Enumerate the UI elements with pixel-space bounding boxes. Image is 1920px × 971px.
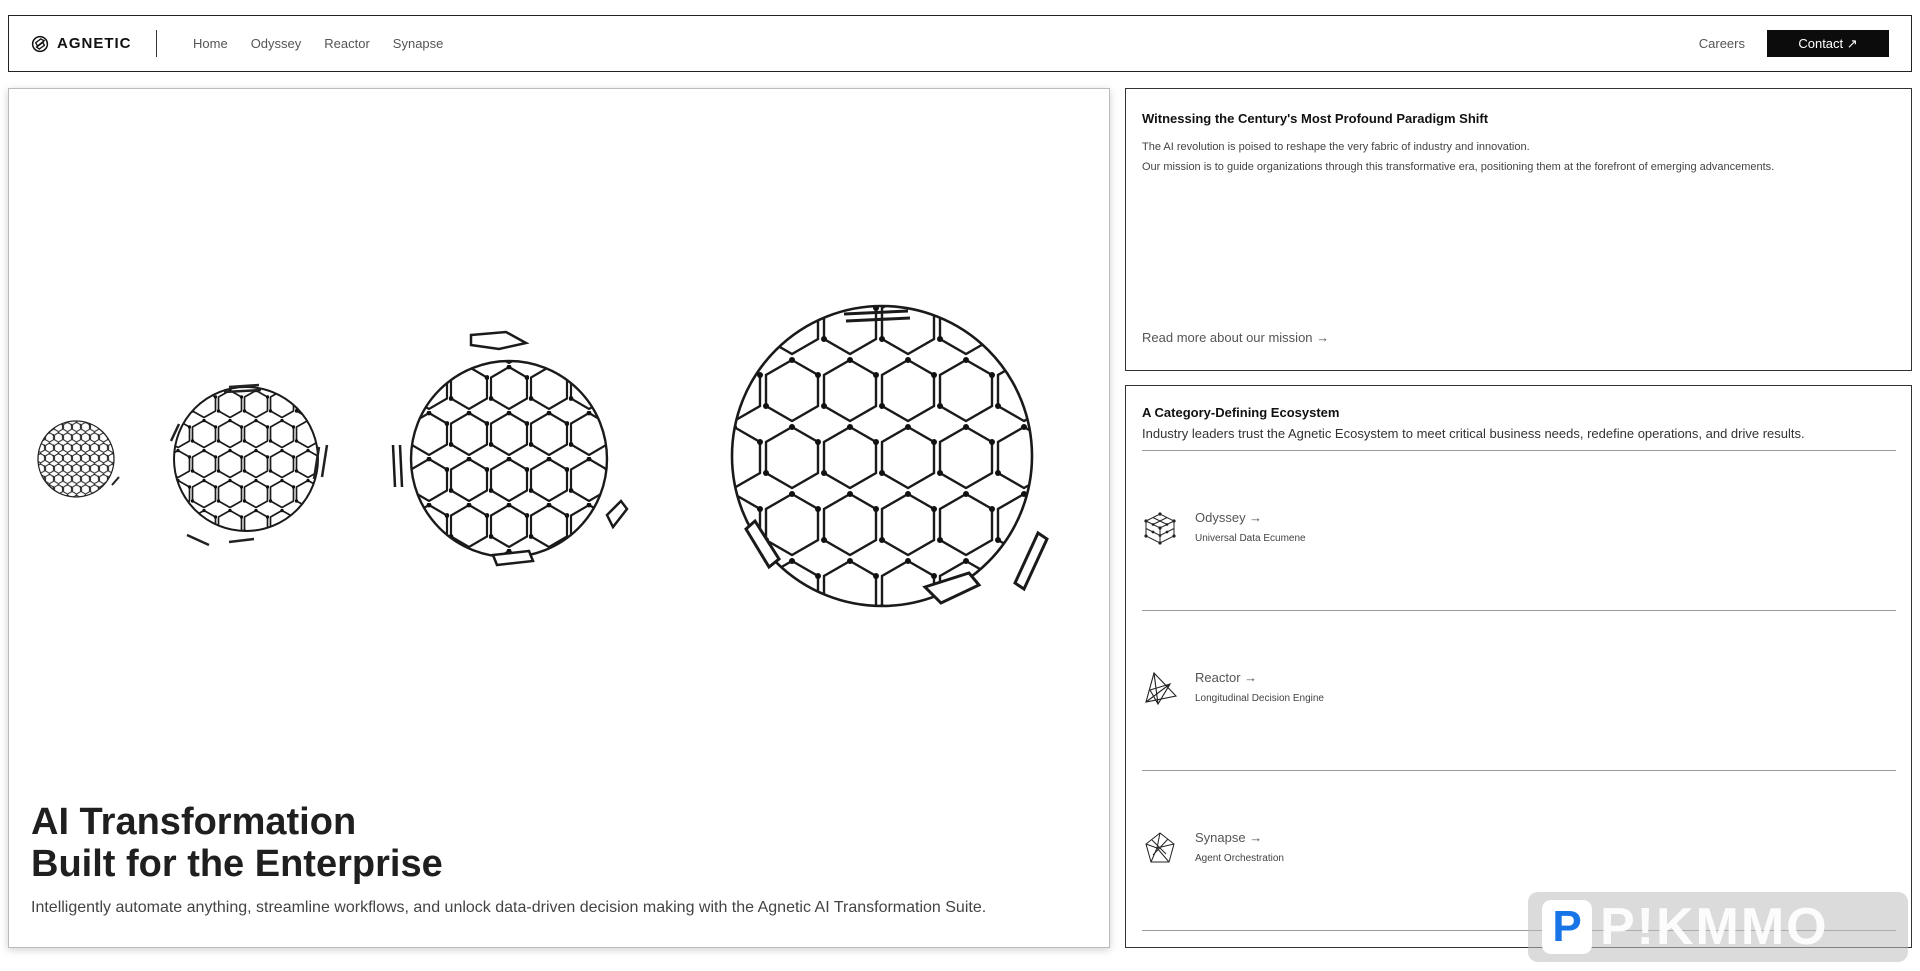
ecosystem-item-tagline: Agent Orchestration bbox=[1195, 853, 1284, 864]
nav-divider bbox=[156, 30, 158, 57]
nav-links bbox=[193, 36, 443, 51]
ecosystem-item-name: Reactor → bbox=[1195, 670, 1258, 685]
hero-title-line2: Built for the Enterprise bbox=[31, 843, 443, 885]
triangles-icon bbox=[1142, 670, 1178, 706]
mission-title: Witnessing the Century's Most Profound Paradigm Shift bbox=[1142, 111, 1489, 126]
cube-lattice-icon bbox=[1142, 510, 1178, 546]
read-more-link[interactable]: Read more about our mission → bbox=[1142, 330, 1330, 345]
ecosystem-item-name: Synapse → bbox=[1195, 830, 1263, 845]
mission-panel bbox=[1125, 88, 1912, 371]
hero-title-line1: AI Transformation bbox=[31, 801, 357, 843]
divider bbox=[1142, 610, 1896, 611]
ecosystem-description: Industry leaders trust the Agnetic Ecosystem to meet critical business needs, redefine operations, and drive results. bbox=[1142, 426, 1805, 441]
nav-right bbox=[1699, 30, 1889, 57]
ecosystem-title: A Category-Defining Ecosystem bbox=[1142, 405, 1340, 420]
agnetic-logo-icon bbox=[31, 35, 49, 53]
ecosystem-item-synapse[interactable] bbox=[1142, 806, 1896, 906]
polyhedron-icon bbox=[1142, 830, 1178, 866]
careers-link[interactable]: Careers bbox=[1698, 36, 1745, 51]
brand-name: AGNETIC bbox=[57, 35, 132, 52]
top-navbar bbox=[8, 15, 1912, 72]
hero-subtitle: Intelligently automate anything, streamline workflows, and unlock data-driven decision making with the Agnetic AI Transformation Suite. bbox=[31, 899, 987, 916]
ecosystem-item-reactor[interactable] bbox=[1142, 646, 1896, 746]
mission-paragraph-1: The AI revolution is poised to reshape the very fabric of industry and innovation. bbox=[1142, 141, 1530, 153]
ecosystem-panel bbox=[1125, 385, 1912, 948]
divider bbox=[1142, 770, 1896, 771]
watermark-text: P!KMMO bbox=[1600, 898, 1829, 956]
brand[interactable] bbox=[31, 35, 132, 53]
ecosystem-item-tagline: Universal Data Ecumene bbox=[1195, 533, 1306, 544]
contact-button[interactable]: Contact ↗ bbox=[1767, 30, 1889, 57]
nav-link-home[interactable]: Home bbox=[193, 36, 228, 51]
ecosystem-item-odyssey[interactable] bbox=[1142, 486, 1896, 586]
nav-link-reactor[interactable]: Reactor bbox=[324, 36, 370, 51]
sphere-small bbox=[174, 387, 318, 531]
ecosystem-item-name: Odyssey → bbox=[1195, 510, 1263, 525]
hero-card bbox=[8, 88, 1110, 948]
nav-link-synapse[interactable]: Synapse bbox=[392, 36, 444, 51]
watermark bbox=[1528, 892, 1908, 962]
watermark-badge: P bbox=[1542, 900, 1592, 954]
mission-paragraph-2: Our mission is to guide organizations through this transformative era, positioning them at the forefront of emerging advancements. bbox=[1142, 161, 1775, 173]
divider bbox=[1142, 450, 1896, 451]
sphere-tiny bbox=[38, 421, 114, 497]
nav-link-odyssey[interactable]: Odyssey bbox=[250, 36, 302, 51]
hero-title bbox=[31, 801, 443, 885]
ecosystem-item-tagline: Longitudinal Decision Engine bbox=[1195, 693, 1324, 704]
buckyball-illustration bbox=[9, 89, 1109, 809]
sphere-medium bbox=[411, 361, 607, 557]
